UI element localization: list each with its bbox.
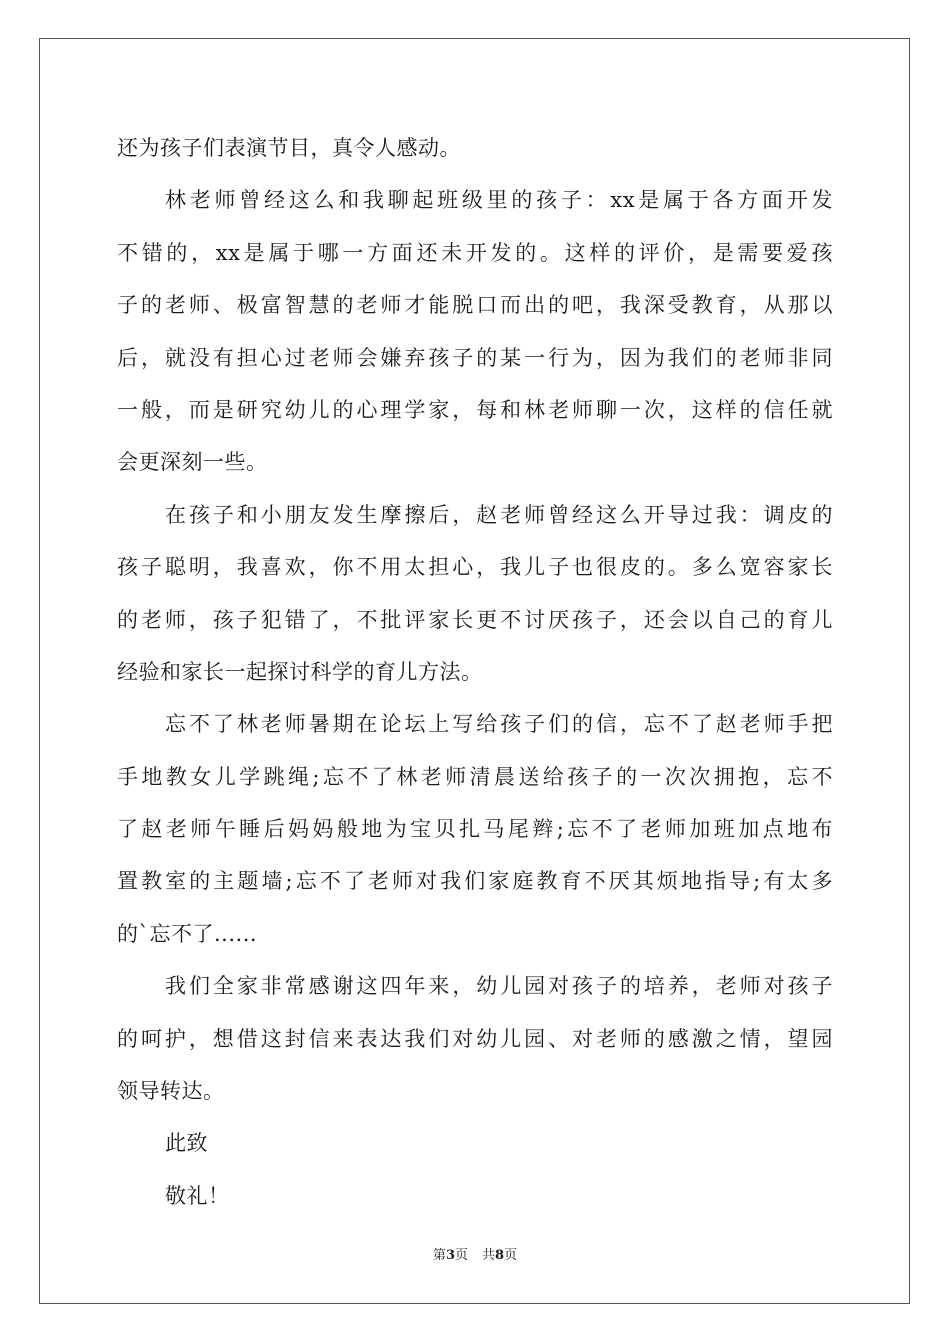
- text-line: 了赵老师午睡后妈妈般地为宝贝扎马尾辫;忘不了老师加班加点地布: [117, 817, 833, 842]
- text-line: 的老师，孩子犯错了，不批评家长更不讨厌孩子，还会以自己的育儿: [117, 607, 833, 632]
- closing-regards: 敬礼！: [165, 1183, 230, 1208]
- text-line: 在孩子和小朋友发生摩擦后，赵老师曾经这么开导过我：调皮的: [165, 502, 833, 527]
- text-line: 一般，而是研究幼儿的心理学家，每和林老师聊一次，这样的信任就: [117, 397, 833, 422]
- footer-page-current: 3: [445, 1248, 455, 1263]
- footer-page-total: 8: [495, 1248, 505, 1263]
- text-line: 的`忘不了......: [117, 921, 258, 946]
- closing-salutation: 此致: [165, 1131, 208, 1156]
- text-line: 的呵护，想借这封信来表达我们对幼儿园、对老师的感激之情，望园: [117, 1026, 833, 1051]
- text-line: 我们全家非常感谢这四年来，幼儿园对孩子的培养，老师对孩子: [165, 974, 833, 999]
- text-line: 领导转达。: [117, 1079, 225, 1104]
- text-line: 置教室的主题墙;忘不了老师对我们家庭教育不厌其烦地指导;有太多: [117, 869, 833, 894]
- footer-total-suffix: 页: [504, 1248, 518, 1263]
- text-line: 忘不了林老师暑期在论坛上写给孩子们的信，忘不了赵老师手把: [165, 712, 833, 737]
- letter-body: [117, 128, 833, 1228]
- text-line: 不错的，xx是属于哪一方面还未开发的。这样的评价，是需要爱孩: [117, 240, 833, 265]
- page-footer: [0, 1246, 950, 1266]
- text-line: 还为孩子们表演节目，真令人感动。: [117, 136, 461, 160]
- text-line: 林老师曾经这么和我聊起班级里的孩子：xx是属于各方面开发: [165, 188, 833, 213]
- text-line: 会更深刻一些。: [117, 450, 268, 475]
- text-line: 后，就没有担心过老师会嫌弃孩子的某一行为，因为我们的老师非同: [117, 345, 833, 370]
- text-line: 子的老师、极富智慧的老师才能脱口而出的吧，我深受教育，从那以: [117, 293, 833, 318]
- text-line: 经验和家长一起探讨科学的育儿方法。: [117, 659, 483, 684]
- footer-page-prefix: 第: [432, 1248, 446, 1263]
- text-line: 手地教女儿学跳绳;忘不了林老师清晨送给孩子的一次次拥抱，忘不: [117, 764, 833, 789]
- footer-total-prefix: 共: [482, 1248, 496, 1263]
- text-line: 孩子聪明，我喜欢，你不用太担心，我儿子也很皮的。多么宽容家长: [117, 555, 833, 580]
- footer-page-suffix: 页: [454, 1248, 468, 1263]
